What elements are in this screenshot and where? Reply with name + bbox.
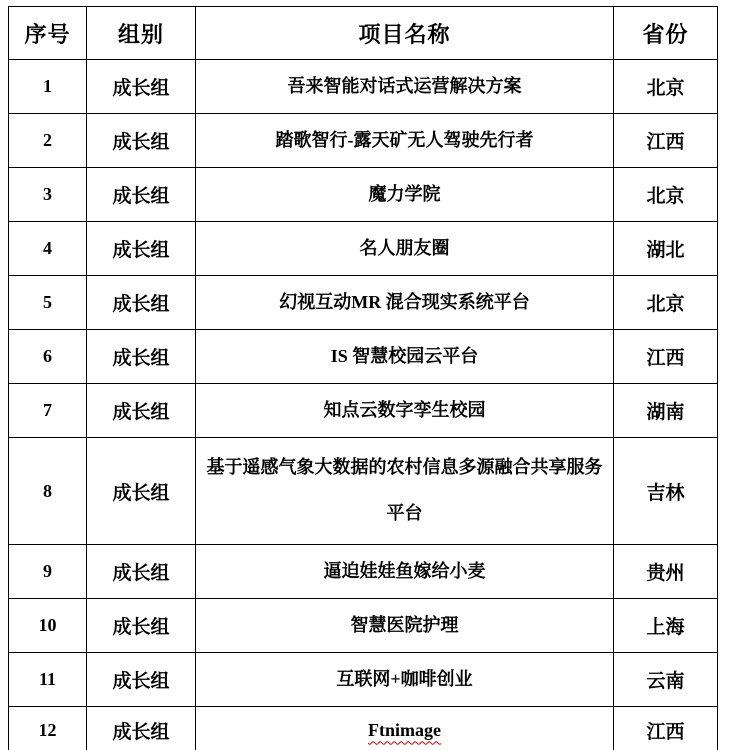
table-row [9,599,718,653]
cell-group: 成长组 [87,707,196,750]
table-row [9,114,718,168]
cell-no: 10 [9,599,87,653]
cell-project: 逼迫娃娃鱼嫁给小麦 [196,545,614,599]
cell-group: 成长组 [87,276,196,330]
cell-project: 基于遥感气象大数据的农村信息多源融合共享服务平台 [196,438,614,545]
cell-no: 7 [9,384,87,438]
cell-no: 1 [9,60,87,114]
cell-project: 幻视互动MR 混合现实系统平台 [196,276,614,330]
cell-no: 9 [9,545,87,599]
header-project: 项目名称 [196,7,614,60]
table-row [9,384,718,438]
cell-project: 魔力学院 [196,168,614,222]
cell-no: 4 [9,222,87,276]
cell-project: 名人朋友圈 [196,222,614,276]
cell-province: 北京 [614,60,718,114]
header-province: 省份 [614,7,718,60]
table-row [9,545,718,599]
cell-group: 成长组 [87,599,196,653]
cell-province: 上海 [614,599,718,653]
cell-group: 成长组 [87,222,196,276]
table-row [9,330,718,384]
cell-group: 成长组 [87,60,196,114]
cell-group: 成长组 [87,545,196,599]
table-row [9,276,718,330]
cell-province: 江西 [614,707,718,750]
cell-province: 云南 [614,653,718,707]
project-table [8,6,718,750]
cell-province: 江西 [614,114,718,168]
cell-no: 3 [9,168,87,222]
table-row [9,60,718,114]
cell-no: 2 [9,114,87,168]
cell-project: IS 智慧校园云平台 [196,330,614,384]
cell-province: 江西 [614,330,718,384]
cell-group: 成长组 [87,330,196,384]
cell-group: 成长组 [87,653,196,707]
table-row [9,707,718,750]
cell-project: 互联网+咖啡创业 [196,653,614,707]
header-no: 序号 [9,7,87,60]
cell-province: 吉林 [614,438,718,545]
cell-project: 智慧医院护理 [196,599,614,653]
cell-project: 吾来智能对话式运营解决方案 [196,60,614,114]
cell-group: 成长组 [87,114,196,168]
cell-group: 成长组 [87,168,196,222]
header-group: 组别 [87,7,196,60]
cell-group: 成长组 [87,384,196,438]
cell-no: 6 [9,330,87,384]
cell-no: 5 [9,276,87,330]
spellcheck-underlined-text: Ftnimage [368,719,441,740]
cell-group: 成长组 [87,438,196,545]
table-row [9,222,718,276]
table-row [9,438,718,545]
cell-province: 湖北 [614,222,718,276]
cell-province: 北京 [614,168,718,222]
table-row [9,653,718,707]
cell-province: 北京 [614,276,718,330]
table-header-row [9,7,718,60]
cell-no: 11 [9,653,87,707]
cell-project [196,707,614,750]
table-row [9,168,718,222]
cell-province: 湖南 [614,384,718,438]
cell-province: 贵州 [614,545,718,599]
cell-project: 知点云数字孪生校园 [196,384,614,438]
cell-project: 踏歌智行-露天矿无人驾驶先行者 [196,114,614,168]
cell-no: 8 [9,438,87,545]
cell-no: 12 [9,707,87,750]
